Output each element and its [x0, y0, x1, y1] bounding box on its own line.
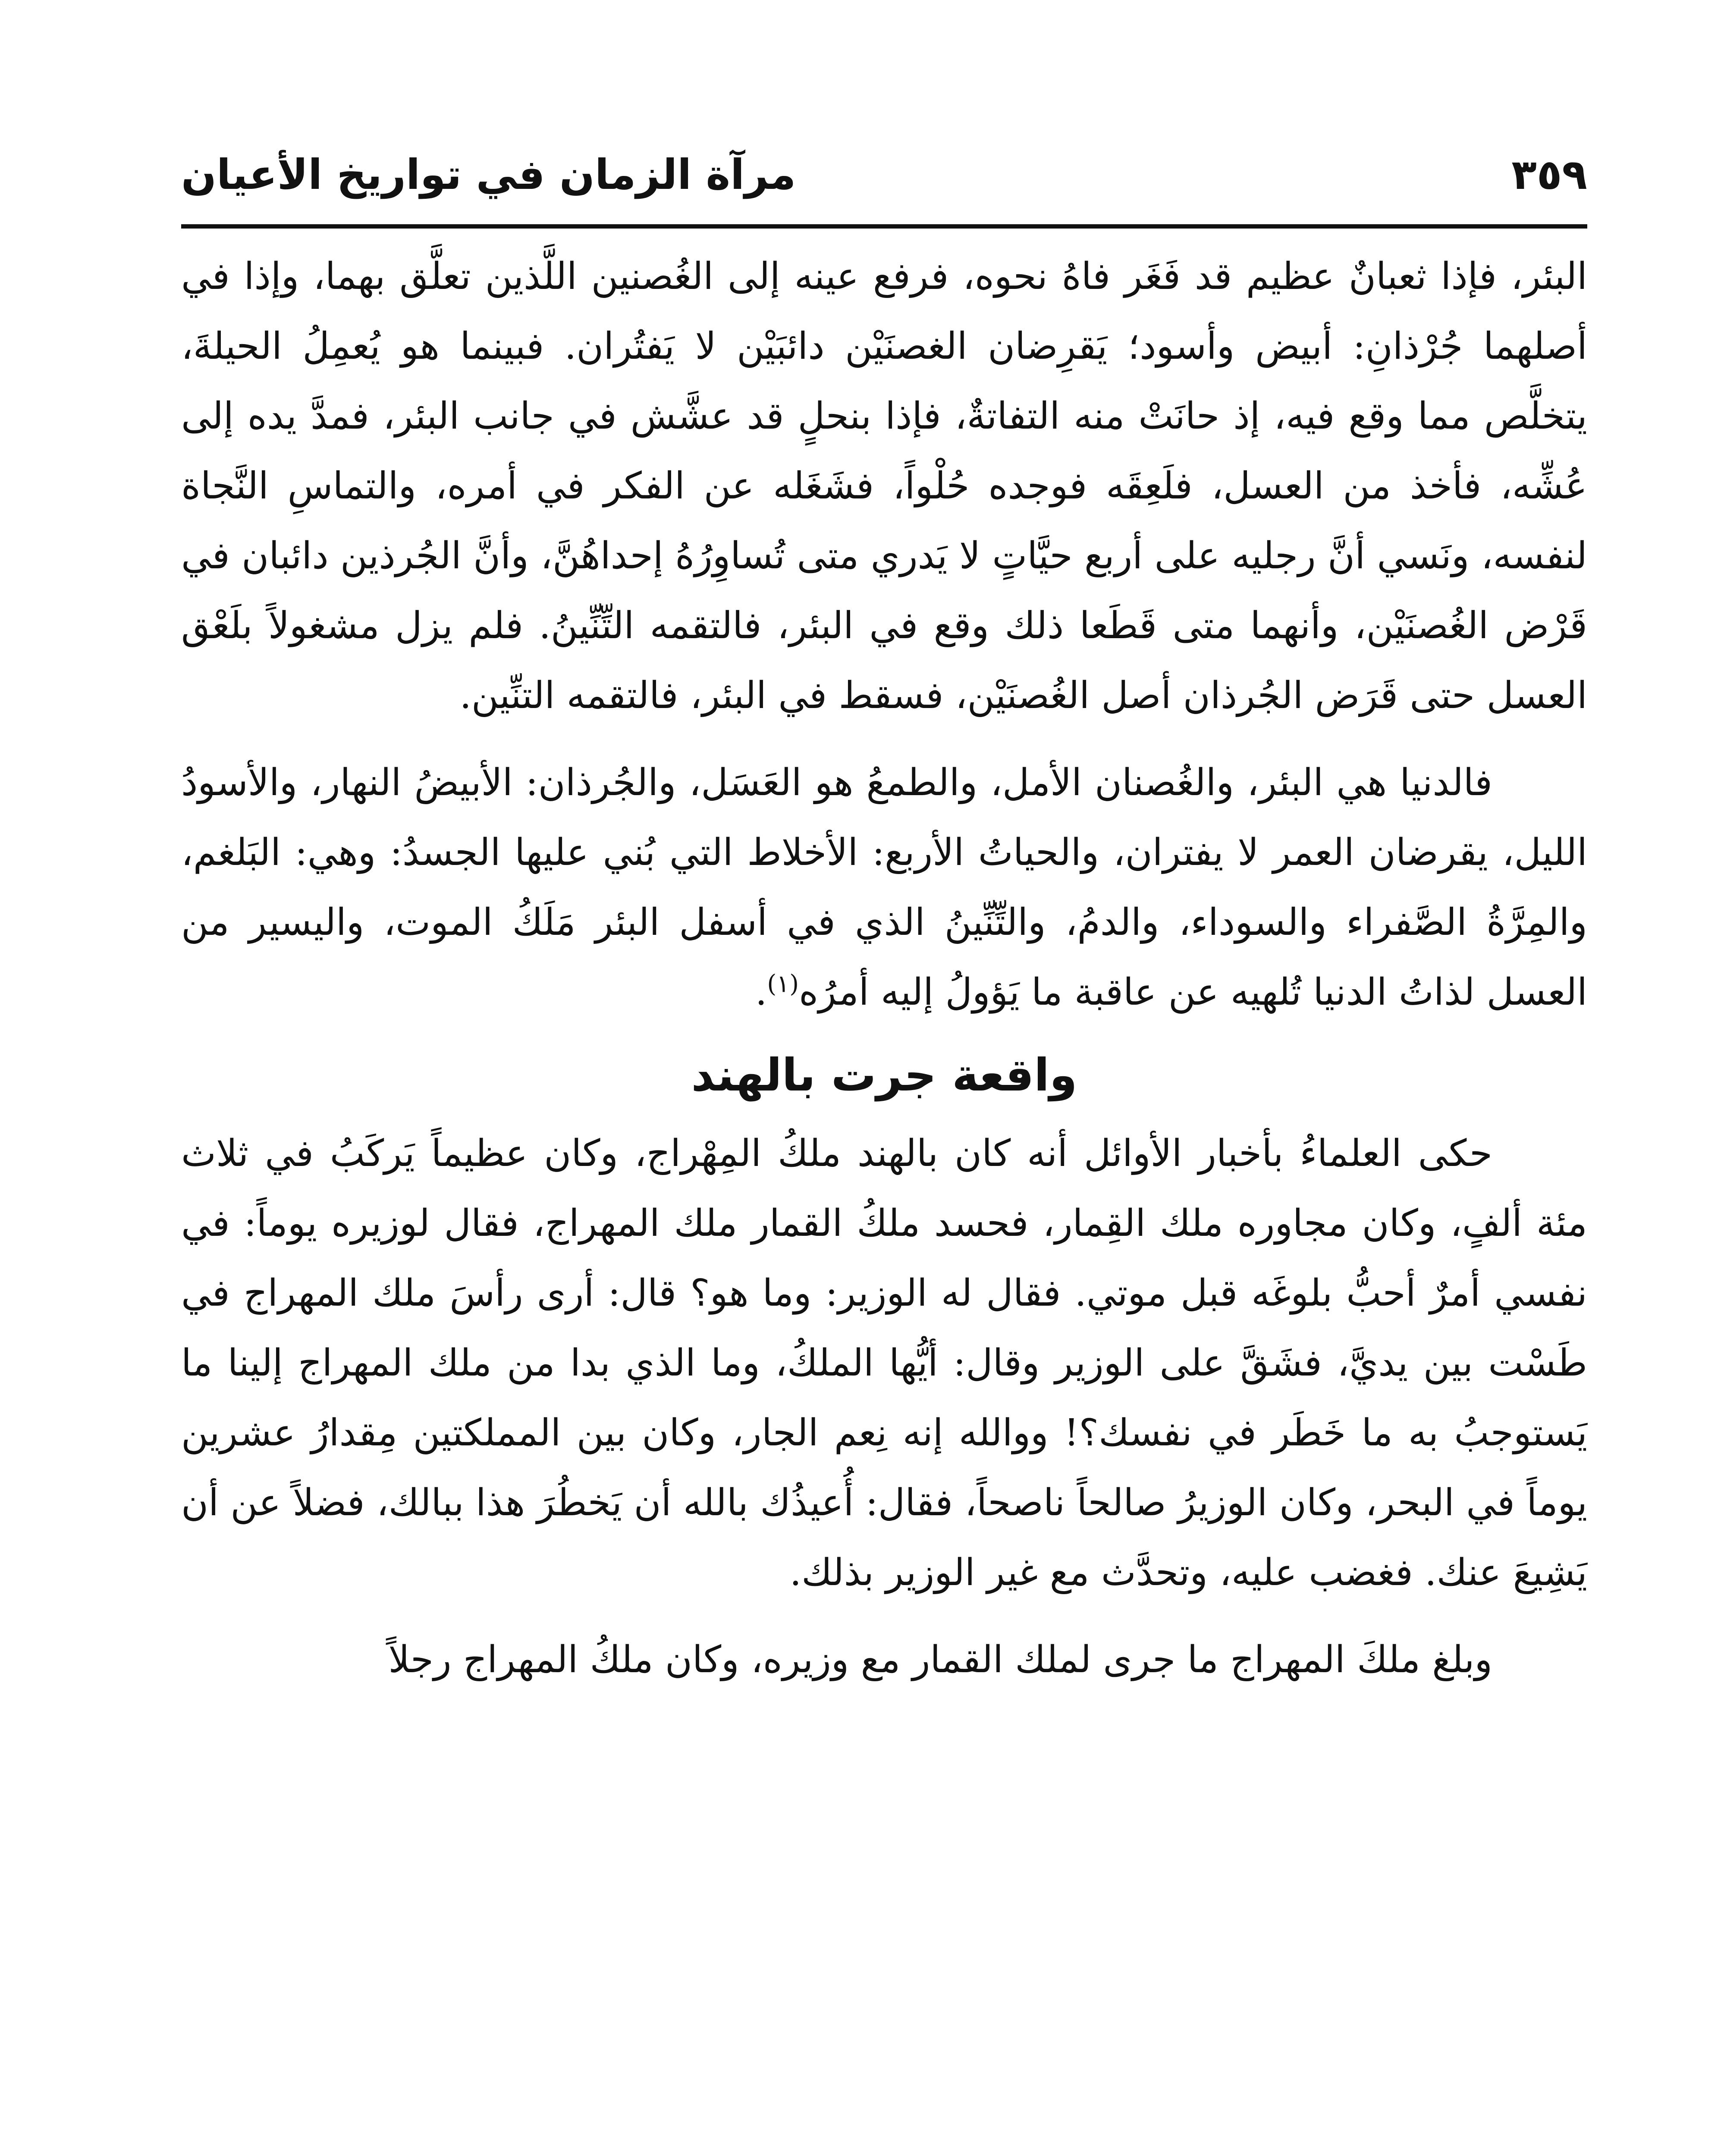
- paragraph: وبلغ ملكَ المهراج ما جرى لملك القمار مع وزيره، وكان ملكُ المهراج رجلاً: [388, 1638, 1492, 1681]
- paragraph: البئر، فإذا ثعبانٌ عظيم قد فَغَر فاهُ نحوه، فرفع عينه إلى الغُصنين اللَّذين تعلَّق بهما، وإذا في أصلهما جُرْذانِ: أبيض وأسود؛ يَقرِضان الغصنَيْن دائبَيْن لا يَفتُران. فبينما هو يُعمِلُ الحيلةَ، يتخلَّص مما وقع فيه، إذ حانَتْ منه التفاتةٌ، فإذا بنحلٍ قد عشَّش في جانب البئر، فمدَّ يده إلى عُشِّه، فأخذ من العسل، فلَعِقَه فوجده حُلْواً، فشَغَله عن الفكر في أمره، والتماسِ النَّجاة لنفسه، ونَسي أنَّ رجليه على أربع حيَّاتٍ لا يَدري متى تُساوِرُهُ إحداهُنَّ، وأنَّ الجُرذين دائبان في قَرْض الغُصنَيْن، وأنهما متى قَطَعا ذلك وقع في البئر، فالتقمه التِّنِّينُ. فلم يزل مشغولاً بلَعْق العسل حتى قَرَض الجُرذان أصل الغُصنَيْن، فسقط في البئر، فالتقمه التنِّين.: [181, 255, 1587, 717]
- paragraph: حكى العلماءُ بأخبار الأوائل أنه كان بالهند ملكُ المِهْراج، وكان عظيماً يَركَبُ في ثلاث مئة ألفٍ، وكان مجاوره ملك القِمار، فحسد ملكُ القمار ملك المهراج، فقال لوزيره يوماً: في نفسي أمرٌ أحبُّ بلوغَه قبل موتي. فقال له الوزير: وما هو؟ قال: أرى رأسَ ملك المهراج في طَسْت بين يديَّ، فشَقَّ على الوزير وقال: أيُّها الملكُ، وما الذي بدا من ملك المهراج إلينا ما يَستوجبُ به ما خَطَر في نفسك؟! ووالله إنه نِعم الجار، وكان بين المملكتين مِقدارُ عشرين يوماً في البحر، وكان الوزيرُ صالحاً ناصحاً، فقال: أُعيذُك بالله أن يَخطُرَ هذا ببالك، فضلاً عن أن يَشِيعَ عنك. فغضب عليه، وتحدَّث مع غير الوزير بذلك.: [181, 1132, 1588, 1594]
- running-title: مرآة الزمان في تواريخ الأعيان: [181, 150, 796, 199]
- page-header: [181, 142, 1587, 207]
- section-heading: واقعة جرت بالهند: [691, 1049, 1077, 1101]
- paragraph-text: فالدنيا هي البئر، والغُصنان الأمل، والطمعُ هو العَسَل، والجُرذان: الأبيضُ النهار، والأسودُ الليل، يقرضان العمر لا يفتران، والحياتُ الأربع: الأخلاط التي بُني عليها الجسدُ: وهي: البَلغم، والمِرَّةُ الصَّفراء والسوداء، والدمُ، والتِّنِّينُ الذي في أسفل البئر مَلَكُ الموت، واليسير من العسل لذاتُ الدنيا تُلهيه عن عاقبة ما يَؤولُ إليه أمرُه: [181, 761, 1587, 1014]
- main-text: [181, 241, 1587, 1695]
- paragraph: [181, 748, 1587, 1027]
- paragraph-end: .: [755, 971, 767, 1014]
- page-number: ٣٥٩: [1511, 150, 1587, 199]
- header-rule: [181, 224, 1587, 229]
- footnote-reference: (١): [767, 970, 799, 998]
